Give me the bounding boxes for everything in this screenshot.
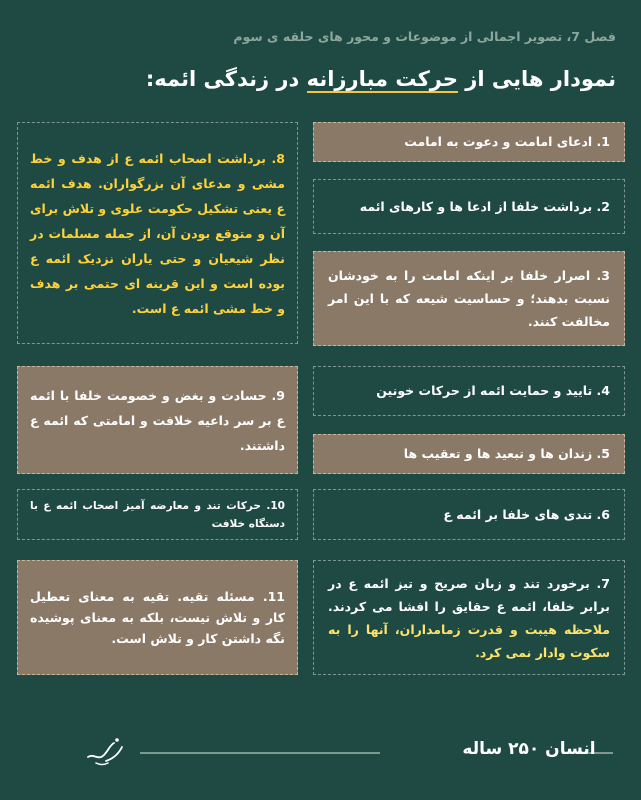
- page-title: [25, 64, 616, 94]
- title-part-2: در زندگی ائمه:: [145, 67, 307, 91]
- item-7-highlight: ملاحظه هیبت و قدرت زمامداران، آنها را به سکوت وادار نمی کرد.: [328, 621, 610, 660]
- item-4-card: [313, 366, 625, 416]
- item-2-card: [313, 179, 625, 234]
- item-10-text: 10. حرکات تند و معارضه آمیز اصحاب ائمه ع با دستگاه خلافت: [30, 499, 285, 530]
- item-7-card: [313, 560, 625, 675]
- item-4-text: 4. تایید و حمایت ائمه از حرکات خونین: [376, 383, 610, 398]
- item-10-card: [17, 489, 298, 540]
- item-2-text: 2. برداشت خلفا از ادعا ها و کارهای ائمه: [359, 198, 610, 214]
- title-part-1: نمودار هایی از: [458, 67, 616, 91]
- item-11-card: [17, 560, 298, 675]
- book-title-text: انسان ۲۵۰ ساله: [462, 739, 596, 759]
- item-3-card: [313, 251, 625, 346]
- item-5-text: 5. زندان ها و تبعید ها و تعقیب ها: [403, 446, 610, 461]
- item-6-text: 6. تندی های خلفا بر ائمه ع: [443, 506, 610, 522]
- footer-divider-left: [140, 752, 380, 754]
- item-9-text: 9. حسادت و بغض و خصومت خلفا با ائمه ع بر سر داعیه خلافت و امامتی که ائمه ع داشتند.: [30, 387, 285, 453]
- item-1-card: [313, 122, 625, 162]
- chapter-subtitle: فصل 7، تصویر اجمالی از موضوعات و محور های حلقه ی سوم: [233, 29, 616, 44]
- item-9-card: [17, 366, 298, 474]
- title-highlight: حرکت مبارزانه: [306, 67, 458, 91]
- publisher-logo-icon: [84, 731, 128, 771]
- item-1-text: 1. ادعای امامت و دعوت به امامت: [404, 134, 610, 149]
- item-7-text-part-1: 7. برخورد تند و زبان صریح و تیز ائمه ع در برابر خلفا، ائمه ع حقایق را افشا می کردند.: [328, 575, 610, 614]
- item-7-text: [328, 572, 610, 664]
- item-8-card: [17, 122, 298, 344]
- item-8-text: 8. برداشت اصحاب ائمه ع از هدف و خط مشی و مدعای آن بزرگواران. هدف ائمه ع یعنی تشکیل حکومت علوی و تلاش برای آن و متوقع بودن آن، از جمله مسلمات در نظر شیعیان و حتی یاران نزدیک ائمه ع بوده است و این قرینه ای حتمی بر هدف و خط مشی ائمه ع است.: [30, 150, 285, 316]
- book-title: [384, 739, 614, 759]
- item-6-card: [313, 489, 625, 540]
- item-3-text: 3. اصرار خلفا بر اینکه امامت را به خودشان نسبت بدهند؛ و حساسیت شیعه که با این امر مخالفت کنند.: [328, 268, 610, 329]
- item-11-text: 11. مسئله تقیه. تقیه به معنای تعطیل کار و تلاش نیست، بلکه به معنای پوشیده نگه داشتن کار و تلاش است.: [30, 589, 285, 646]
- item-5-card: [313, 434, 625, 474]
